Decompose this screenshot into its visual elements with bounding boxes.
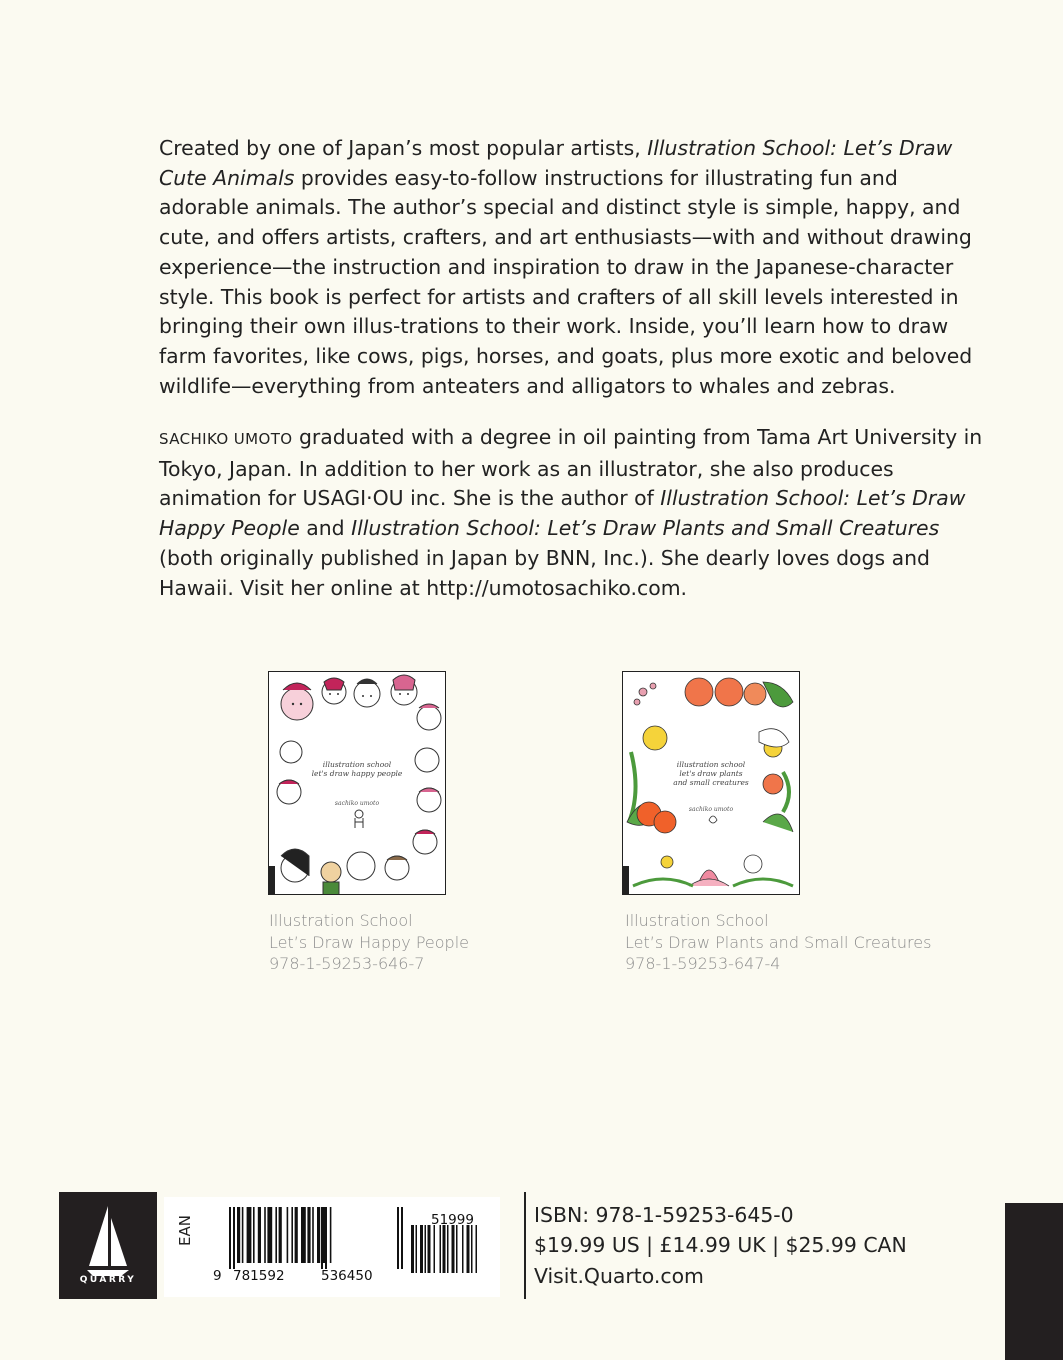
cover-title: illustration school let's draw happy people — [311, 760, 403, 778]
barcode-bar — [443, 1225, 446, 1273]
barcode-bar — [258, 1207, 261, 1263]
barcode-bar — [253, 1207, 255, 1263]
barcode-bar — [301, 1207, 306, 1263]
barcode-bar — [321, 1207, 323, 1269]
book-description — [159, 134, 989, 401]
barcode-bar — [291, 1207, 293, 1263]
barcode-addon: 51999 — [431, 1212, 474, 1228]
barcode-bar — [452, 1225, 455, 1273]
barcode-digits-left: 781592 — [233, 1268, 285, 1284]
cover-spine-mark — [269, 866, 275, 894]
barcode-bar — [420, 1225, 423, 1273]
barcode-bar — [425, 1225, 427, 1273]
author-bio — [159, 423, 989, 603]
book-cover-plants-creatures — [622, 671, 800, 895]
barcode-bar — [242, 1207, 244, 1263]
ean-label: EAN — [176, 1215, 194, 1246]
publisher-name: QUARRY — [79, 1275, 137, 1285]
barcode-bar — [233, 1207, 235, 1269]
bio-text: and — [299, 516, 352, 541]
barcode-bar — [229, 1207, 231, 1269]
spine-tab — [1005, 1203, 1063, 1360]
publisher-logo — [59, 1192, 157, 1299]
barcode-bar — [307, 1207, 310, 1263]
barcode-bar — [411, 1225, 414, 1273]
barcode-bar — [247, 1207, 252, 1263]
barcode-bar — [434, 1225, 436, 1273]
barcode-bar — [275, 1207, 277, 1263]
barcode-bar — [440, 1225, 442, 1273]
barcode-bar — [467, 1225, 470, 1273]
barcode-digit-first: 9 — [213, 1268, 222, 1284]
website-link[interactable]: Visit.Quarto.com — [534, 1264, 704, 1288]
cover-title: illustration school let's draw plants and small creatures — [673, 760, 749, 787]
barcode-bar — [237, 1207, 240, 1263]
description-text: Created by one of Japan’s most popular artists, — [159, 136, 648, 160]
book-caption-plants-creatures — [625, 910, 931, 975]
caption-series: Illustration School — [625, 911, 769, 930]
barcode-bar — [447, 1225, 449, 1273]
barcode-bar — [416, 1225, 418, 1273]
bio-book-title: Illustration School: Let’s Draw Plants and Small Creatures — [351, 516, 940, 541]
caption-series: Illustration School — [269, 911, 413, 930]
caption-title: Let’s Draw Plants and Small Creatures — [625, 932, 932, 952]
barcode-bar — [456, 1225, 458, 1273]
cover-author: sachiko umoto — [334, 800, 380, 807]
author-name: SACHIKO UMOTO — [159, 430, 293, 448]
bio-book-title: Illustration School: Let’s Draw Happy People — [159, 486, 966, 541]
description-text: provides easy-to-follow instructions for illustrating fun and adorable animals. The author’s special and distinct style is simple, happy, and cute, and offers artists, crafters, and art enthusiasts—with and without drawing experience—the instruction and inspiration to draw in the Japanese-character style. This book is perfect for artists and crafters of all skill levels interested in bringing their own illus-trations to their work. Inside, you’ll learn how to draw farm favorites, like cows, pigs, horses, and goats, plus more exotic and beloved wildlife—everything from anteaters and alligators to whales and zebras. — [159, 165, 973, 398]
caption-title: Let’s Draw Happy People — [269, 932, 469, 952]
barcode-bar — [476, 1225, 478, 1273]
bio-text: (both originally published in Japan by BNN, Inc.). She dearly loves dogs and Hawaii. Visit her online at http://umotosachiko.com. — [159, 545, 930, 600]
barcode-bar — [264, 1207, 266, 1263]
barcode-bar — [317, 1207, 320, 1263]
cover-illustration — [269, 672, 446, 895]
barcode-bar — [401, 1207, 403, 1269]
barcode-bar — [330, 1207, 332, 1263]
barcode-bar — [428, 1225, 431, 1273]
bio-text: graduated with a degree in oil painting from Tama Art University in Tokyo, Japan. In addition to her work as an illustrator, she also produces animation for USAGI·OU inc. She is the author of — [159, 425, 983, 511]
barcode-bar — [279, 1207, 282, 1263]
caption-isbn: 978-1-59253-646-7 — [269, 954, 425, 973]
book-caption-happy-people — [269, 910, 469, 975]
barcode-bar — [295, 1207, 298, 1263]
book-title-italic: Illustration School: Let’s Draw Cute Animals — [159, 136, 953, 190]
barcode-bar — [287, 1207, 289, 1263]
barcode-bar — [397, 1207, 399, 1269]
barcode-bar — [267, 1207, 272, 1263]
caption-isbn: 978-1-59253-647-4 — [625, 954, 781, 973]
barcode-bar — [325, 1207, 327, 1269]
barcode-bar — [462, 1225, 464, 1273]
cover-spine-mark — [623, 866, 629, 894]
barcode-bar — [312, 1207, 314, 1263]
divider — [524, 1192, 526, 1299]
book-cover-happy-people — [268, 671, 446, 895]
isbn-line: ISBN: 978-1-59253-645-0 — [534, 1203, 794, 1227]
cover-author: sachiko umoto — [688, 806, 734, 813]
barcode-digits-right: 536450 — [321, 1268, 373, 1284]
price-line: $19.99 US | £14.99 UK | $25.99 CAN — [534, 1233, 907, 1257]
barcode-bar — [471, 1225, 473, 1273]
